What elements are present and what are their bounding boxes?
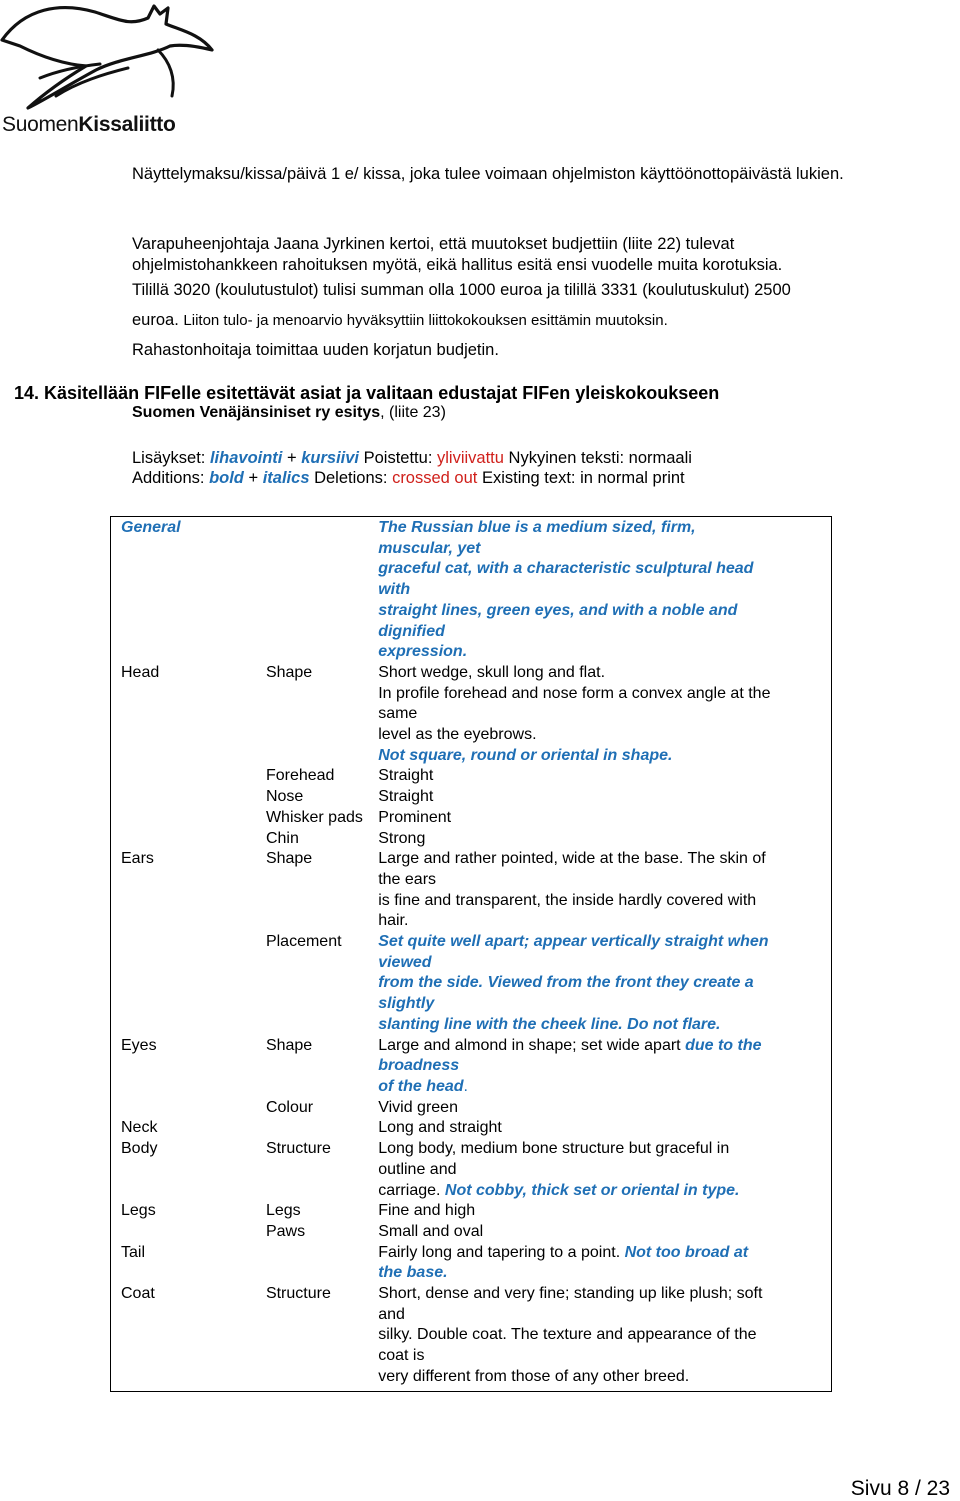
attribute-label: Whisker pads (265, 808, 363, 826)
table-row (111, 787, 832, 808)
description-line (378, 1015, 821, 1036)
description-cell (368, 1284, 831, 1391)
paragraph-show-fee: Näyttelymaksu/kissa/päivä 1 e/ kissa, joka tulee voimaan ohjelmiston käyttöönottopäivästä lukien. (132, 165, 844, 183)
page-number: Sivu 8 / 23 (850, 1477, 950, 1500)
subtitle-rest: , (liite 23) (380, 404, 446, 421)
suomen-kissaliitto-logo (0, 0, 215, 140)
feature-cell (111, 1222, 256, 1243)
attribute-cell (256, 766, 368, 787)
attribute-cell (256, 849, 368, 932)
budget-line: Rahastonhoitaja toimittaa uuden korjatun budjetin. (132, 341, 499, 359)
feature-cell (111, 1098, 256, 1119)
feature-label: Coat (121, 1285, 155, 1303)
feature-label: Tail (121, 1243, 146, 1261)
feature-cell (111, 1139, 256, 1201)
general-empty-cell (256, 517, 368, 663)
existing-text: outline and (378, 1160, 457, 1178)
description-cell (368, 932, 831, 1036)
existing-text: Large and almond in shape; set wide apart (378, 1036, 686, 1054)
description-line (378, 808, 821, 829)
existing-text: hair. (378, 912, 409, 930)
description-cell (368, 663, 831, 767)
feature-cell (111, 932, 256, 1036)
description-line (378, 1118, 821, 1139)
table-row (111, 663, 832, 767)
added-text: viewed (378, 953, 432, 971)
attribute-cell (256, 1222, 368, 1243)
added-text: slanting line with the cheek line. Do not flare. (378, 1015, 721, 1033)
description-line (378, 1367, 821, 1388)
table-row (111, 808, 832, 829)
feature-cell (111, 829, 256, 850)
added-text: Not square, round or oriental in shape. (378, 746, 673, 764)
feature-cell (111, 1036, 256, 1098)
legend-existing-label: Nykyinen teksti: normaali (508, 449, 692, 467)
added-text: Not too broad at (624, 1243, 749, 1261)
description-line (378, 1325, 821, 1346)
description-line (378, 1263, 821, 1284)
table-row-general (111, 517, 832, 663)
general-label-cell (111, 517, 256, 663)
attribute-cell (256, 1118, 368, 1139)
description-cell (368, 766, 831, 787)
table-row (111, 1243, 832, 1284)
added-text: slightly (378, 995, 435, 1013)
logo-text-bold: Kissaliitto (78, 113, 176, 136)
existing-text: the ears (378, 870, 437, 888)
description-cell (368, 1222, 831, 1243)
table-row (111, 1036, 832, 1098)
attribute-label: Structure (265, 1285, 331, 1303)
legend-italic-sample: kursiivi (301, 449, 360, 467)
description-line (378, 932, 821, 953)
existing-text: Fine and high (378, 1202, 476, 1220)
existing-text: In profile forehead and nose form a convex angle at the (378, 684, 771, 702)
attribute-label: Legs (265, 1202, 301, 1220)
existing-text: Prominent (378, 808, 452, 826)
feature-cell (111, 808, 256, 829)
description-line (378, 911, 821, 932)
breed-standard-table (110, 516, 832, 1392)
description-line (378, 994, 821, 1015)
legend-bold-sample: lihavointi (209, 449, 283, 467)
added-text: broadness (378, 1057, 460, 1075)
attribute-label: Shape (265, 850, 313, 868)
general-line: muscular, yet (378, 539, 481, 557)
existing-text: Strong (378, 829, 426, 847)
description-line (378, 1160, 821, 1181)
description-line (378, 1201, 821, 1222)
legend-additions-label: Additions: (132, 469, 205, 487)
legend-additions-label: Lisäykset: (132, 449, 206, 467)
attribute-cell (256, 663, 368, 767)
existing-text: Small and oval (378, 1222, 484, 1240)
table-row (111, 849, 832, 932)
description-line (378, 891, 821, 912)
attribute-cell (256, 1284, 368, 1391)
attribute-label: Placement (265, 933, 342, 951)
budget-line: ohjelmistohankkeen rahoituksen myötä, eikä hallitus esitä ensi vuodelle muita korotuksia. (132, 255, 783, 274)
description-cell (368, 1139, 831, 1201)
attribute-cell (256, 829, 368, 850)
existing-text: Fairly long and tapering to a point. (378, 1243, 625, 1261)
description-cell (368, 1036, 831, 1098)
attribute-label: Structure (265, 1140, 331, 1158)
description-line (378, 870, 821, 891)
legend-crossed-sample: yliviivattu (437, 449, 504, 467)
existing-text: level as the eyebrows. (378, 726, 537, 744)
description-line (378, 1139, 821, 1160)
legend-italic-sample: italics (262, 469, 310, 487)
description-line (378, 1284, 821, 1305)
description-cell (368, 849, 831, 932)
attribute-cell (256, 1243, 368, 1284)
existing-text: carriage. (378, 1181, 445, 1199)
general-text-cell (368, 517, 831, 663)
attribute-cell (256, 1036, 368, 1098)
logo-text-light: Suomen (2, 113, 79, 136)
existing-text: Straight (378, 767, 434, 785)
description-line (378, 1346, 821, 1367)
added-text: Not cobby, thick set or oriental in type. (444, 1181, 740, 1199)
cat-silhouette-icon (0, 0, 215, 120)
existing-text: Large and rather pointed, wide at the base. The skin of (378, 850, 766, 868)
table-row (111, 1201, 832, 1222)
added-text: from the side. Viewed from the front they create a (378, 974, 754, 992)
budget-line: Varapuheenjohtaja Jaana Jyrkinen kertoi, että muutokset budjettiin (liite 22) tulevat (132, 235, 735, 253)
feature-cell (111, 787, 256, 808)
feature-cell (111, 766, 256, 787)
general-line: straight lines, green eyes, and with a noble and (378, 601, 738, 619)
feature-cell (111, 1201, 256, 1222)
description-line (378, 973, 821, 994)
description-line (378, 1222, 821, 1243)
existing-text: Short, dense and very fine; standing up like plush; soft (378, 1285, 763, 1303)
added-text: . (463, 1077, 468, 1095)
section-subtitle (132, 404, 446, 422)
description-line (378, 953, 821, 974)
description-line (378, 1181, 821, 1202)
description-line (378, 746, 821, 767)
description-cell (368, 787, 831, 808)
table-row (111, 1098, 832, 1119)
added-text: due to the (685, 1036, 762, 1054)
existing-text: same (378, 705, 418, 723)
table-row (111, 1139, 832, 1201)
paragraph-budget (132, 234, 932, 365)
added-text: the base. (378, 1264, 448, 1282)
existing-text: Straight (378, 788, 434, 806)
existing-text: is fine and transparent, the inside hardly covered with (378, 891, 757, 909)
feature-label: Ears (121, 850, 154, 868)
logo-wordmark (2, 113, 175, 137)
table-row (111, 932, 832, 1036)
table-row (111, 1222, 832, 1243)
feature-label: Head (121, 663, 160, 681)
table-row (111, 1118, 832, 1139)
attribute-label: Forehead (265, 767, 335, 785)
description-line (378, 829, 821, 850)
existing-text: very different from those of any other breed. (378, 1367, 690, 1385)
legend-existing-label: Existing text: in normal print (481, 469, 685, 487)
description-line (378, 1036, 821, 1057)
attribute-cell (256, 1098, 368, 1119)
feature-cell (111, 1284, 256, 1391)
description-line (378, 1056, 821, 1077)
legend-english (132, 469, 685, 488)
feature-cell (111, 1118, 256, 1139)
description-line (378, 849, 821, 870)
added-text: of the head (378, 1077, 464, 1095)
legend-plus: + (248, 469, 259, 487)
attribute-label: Paws (265, 1222, 306, 1240)
table-row (111, 766, 832, 787)
description-line (378, 1098, 821, 1119)
existing-text: Short wedge, skull long and flat. (378, 663, 606, 681)
attribute-cell (256, 787, 368, 808)
attribute-cell (256, 1201, 368, 1222)
description-line (378, 1305, 821, 1326)
feature-label: Legs (121, 1202, 156, 1220)
existing-text: silky. Double coat. The texture and appearance of the (378, 1326, 757, 1344)
description-cell (368, 808, 831, 829)
general-line: graceful cat, with a characteristic sculptural head (378, 560, 754, 578)
general-label: General (121, 519, 181, 536)
existing-text: coat is (378, 1347, 425, 1365)
description-line (378, 787, 821, 808)
description-line (378, 684, 821, 705)
description-line (378, 725, 821, 746)
budget-line: Liiton tulo- ja menoarvio hyväksyttiin liittokokouksen esittämin muutoksin. (183, 312, 668, 329)
feature-label: Neck (121, 1119, 158, 1137)
existing-text: Vivid green (378, 1098, 458, 1116)
legend-finnish (132, 449, 692, 468)
feature-label: Body (121, 1140, 158, 1158)
legend-plus: + (286, 449, 297, 467)
attribute-cell (256, 932, 368, 1036)
existing-text: and (378, 1305, 405, 1323)
attribute-cell (256, 1139, 368, 1201)
description-cell (368, 1098, 831, 1119)
existing-text: Long and straight (378, 1119, 502, 1137)
description-line (378, 766, 821, 787)
feature-cell (111, 1243, 256, 1284)
subtitle-bold: Suomen Venäjänsiniset ry esitys (132, 404, 381, 421)
attribute-label: Shape (265, 663, 313, 681)
budget-line: euroa. (132, 311, 179, 329)
section-title: 14. Käsitellään FIFelle esitettävät asiat ja valitaan edustajat FIFen yleiskokoukseen (14, 383, 720, 403)
feature-label: Eyes (121, 1036, 157, 1054)
description-cell (368, 1201, 831, 1222)
general-line: expression. (378, 643, 468, 661)
description-cell (368, 1118, 831, 1139)
feature-cell (111, 849, 256, 932)
legend-deletions-label: Poistettu: (363, 449, 433, 467)
budget-line: Tilillä 3020 (koulutustulot) tulisi summan olla 1000 euroa ja tilillä 3331 (koulutuskulut) 2500 (132, 281, 791, 299)
added-text: Set quite well apart; appear vertically straight when (378, 933, 769, 951)
general-line: dignified (378, 622, 445, 640)
attribute-label: Colour (265, 1098, 314, 1116)
description-line (378, 704, 821, 725)
attribute-label: Shape (265, 1036, 313, 1054)
description-cell (368, 1243, 831, 1284)
attribute-label: Nose (265, 788, 304, 806)
attribute-cell (256, 808, 368, 829)
general-line: The Russian blue is a medium sized, firm, (378, 519, 696, 536)
description-line (378, 1243, 821, 1264)
description-line (378, 1077, 821, 1098)
description-cell (368, 829, 831, 850)
feature-cell (111, 663, 256, 767)
description-line (378, 663, 821, 684)
existing-text: Long body, medium bone structure but graceful in (378, 1140, 730, 1158)
table-row (111, 1284, 832, 1391)
attribute-label: Chin (265, 829, 299, 847)
legend-deletions-label: Deletions: (314, 469, 388, 487)
table-row (111, 829, 832, 850)
legend-crossed-sample: crossed out (392, 469, 478, 487)
general-line: with (378, 581, 411, 599)
legend-bold-sample: bold (209, 469, 244, 487)
